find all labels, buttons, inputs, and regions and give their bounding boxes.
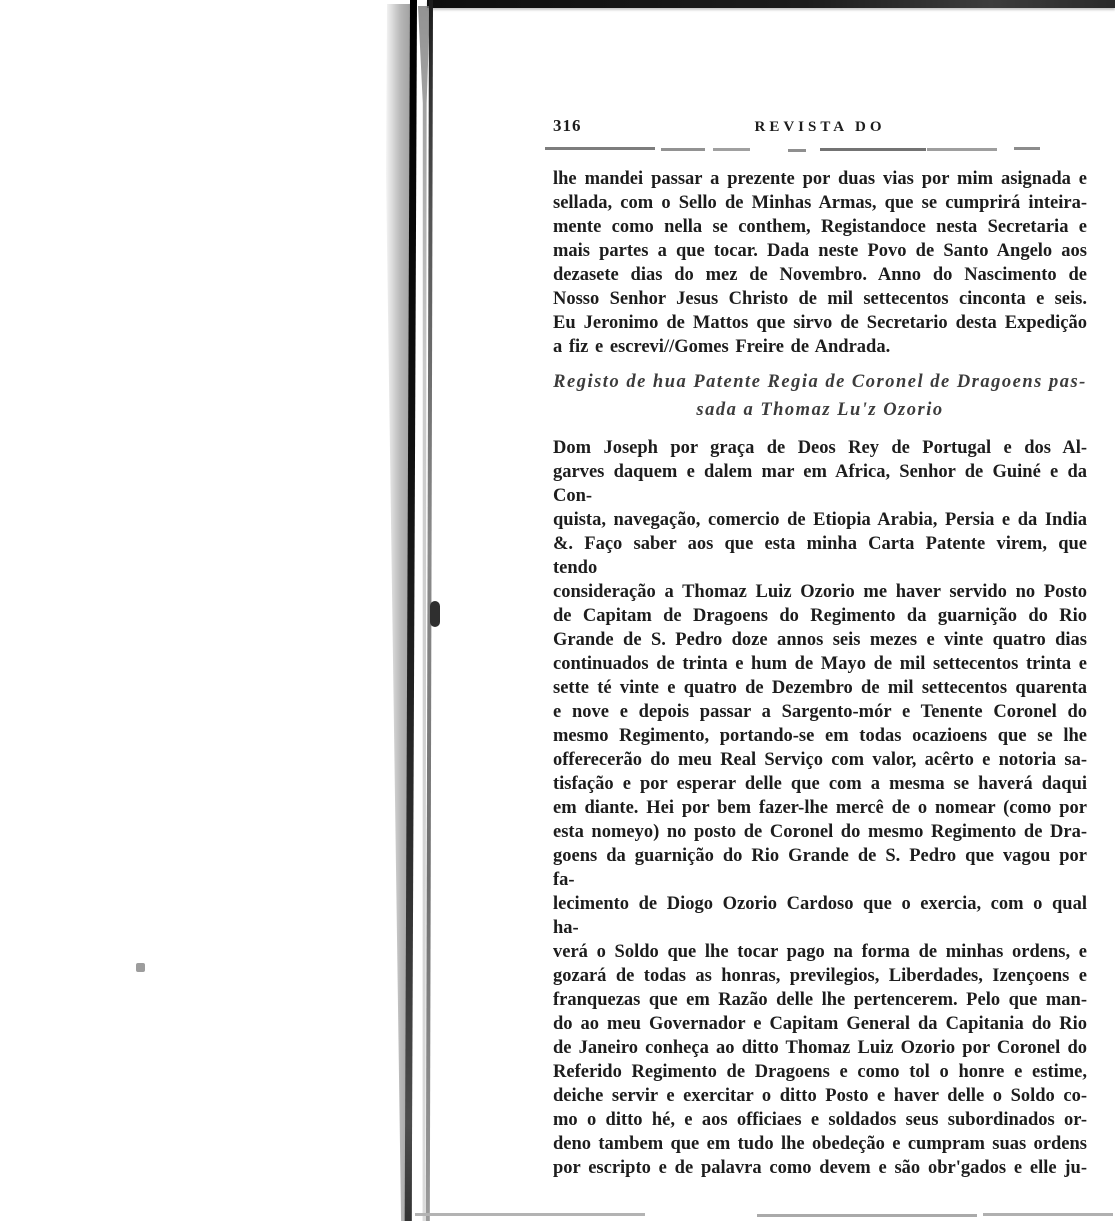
scan-artifact-speck [136,963,145,972]
running-title: REVISTA DO [754,119,886,135]
text-line: sellada, com o Sello de Minhas Armas, que se cumprirá inteira- [553,193,1087,213]
paragraph-record-end [553,167,1087,359]
text-line: mente como nella se conthem, Registandoce nesta Secretaria e [553,217,1087,237]
text-line: lhe mandei passar a prezente por duas vias por mim asignada e [553,169,1087,189]
text-line: mo o ditto hé, e aos officiaes e soldados seus subordinados or- [553,1110,1087,1130]
header-rule-segment [927,148,997,151]
heading-line: Registo de hua Patente Regia de Coronel de Dragoens pas- [553,372,1087,392]
text-line: de Capitam de Dragoens do Regimento da guarnição do Rio [553,606,1087,626]
text-line: a fiz e escrevi//Gomes Freire de Andrada. [553,337,891,357]
header-rule-segment [820,148,926,151]
scan-artifact-binding-shadow-inner [418,6,430,1221]
text-line: lecimento de Diogo Ozorio Cardoso que o exercia, com o qual ha- [553,894,1087,938]
text-line: e nove e depois passar a Sargento-mór e Tenente Coronel do [553,702,1087,722]
text-line: Referido Regimento de Dragoens e como tol o honre e estime, [553,1062,1087,1082]
text-line: por escripto e de palavra como devem e são obr'gados e elle ju- [553,1158,1087,1178]
text-line: sette té vinte e quatro de Dezembro de mil settecentos quarenta [553,678,1087,698]
header-rule-segment [788,149,806,152]
text-line: esta nomeyo) no posto de Coronel do mesmo Regimento de Dra- [553,822,1087,842]
text-line: &. Faço saber aos que esta minha Carta Patente virem, que tendo [553,534,1087,578]
text-line: verá o Soldo que lhe tocar pago na forma de minhas ordens, e [553,942,1087,962]
header-rule-segment [545,147,655,150]
scan-artifact-binding-shadow [386,4,412,1221]
scan-artifact-binding-line-dark [405,0,417,1221]
text-line: dezasete dias do mez de Novembro. Anno do Nascimento de [553,265,1087,285]
header-rule-segment [661,148,705,151]
paragraph-patent-text [553,436,1087,1180]
text-line: gozará de todas as honras, previlegios, Liberdades, Izençoens e [553,966,1087,986]
text-line: goens da guarnição do Rio Grande de S. Pedro que vagou por fa- [553,846,1087,890]
text-line: Nosso Senhor Jesus Christo de mil settecentos cinconta e seis. [553,289,1087,309]
scan-artifact-top-edge-bar [427,0,1115,8]
text-line: continuados de trinta e hum de Mayo de mil settecentos trinta e [553,654,1087,674]
text-line: franquezas que em Razão delle lhe pertencerem. Pelo que man- [553,990,1087,1010]
text-line: deno tambem que em tudo lhe obedeção e cumpram suas ordens [553,1134,1087,1154]
text-line: em diante. Hei por bem fazer-lhe mercê de o nomear (como por [553,798,1087,818]
text-line: Eu Jeronimo de Mattos que sirvo de Secretario desta Expedição [553,313,1087,333]
text-line: mesmo Regimento, portando-se em todas ocazioens que se lhe [553,726,1087,746]
text-line: Dom Joseph por graça de Deos Rey de Portugal e dos Al- [553,438,1087,458]
bottom-edge-line-segment [983,1213,1113,1216]
text-line: tisfação e por esperar delle que com a mesma se haverá daqui [553,774,1087,794]
text-line: de Janeiro conheça ao ditto Thomaz Luiz Ozorio por Coronel do [553,1038,1087,1058]
text-line: mais partes a que tocar. Dada neste Povo de Santo Angelo aos [553,241,1087,261]
record-heading [553,368,1087,424]
bottom-edge-line-segment [415,1213,645,1216]
text-line: offerecerão do meu Real Serviço com valor, acêrto e notoria sa- [553,750,1087,770]
bottom-edge-line-segment [757,1214,977,1217]
text-line: consideração a Thomaz Luiz Ozorio me haver servido no Posto [553,582,1087,602]
text-line: garves daquem e dalem mar em Africa, Senhor de Guiné e da Con- [553,462,1087,506]
text-line: quista, navegação, comercio de Etiopia Arabia, Persia e da India [553,510,1087,530]
text-line: Grande de S. Pedro doze annos seis mezes e vinte quatro dias [553,630,1087,650]
text-line: deiche servir e exercitar o ditto Posto e haver delle o Soldo co- [553,1086,1087,1106]
scan-artifact-ink-blob [430,601,440,627]
header-rule-segment [1014,147,1040,150]
scan-artifact-binding-line-light [426,0,433,1221]
header-rule-segment [713,148,750,151]
heading-line: sada a Thomaz Lu'z Ozorio [696,400,944,420]
text-line: do ao meu Governador e Capitam General da Capitania do Rio [553,1014,1087,1034]
page-number: 316 [553,116,582,135]
